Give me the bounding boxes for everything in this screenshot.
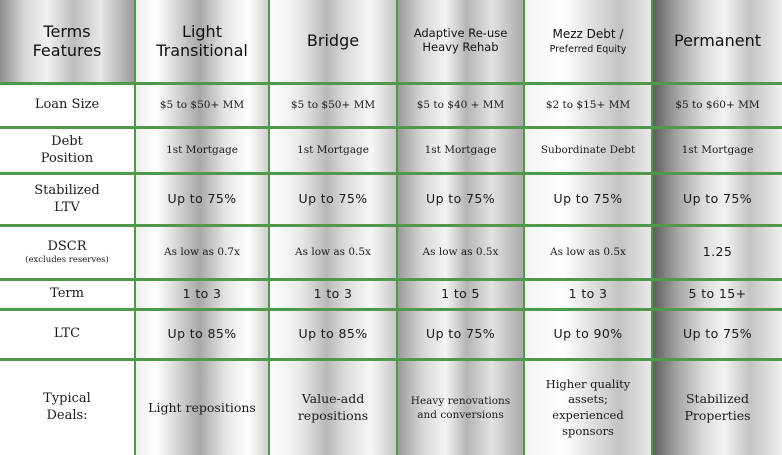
column-header-permanent <box>653 0 782 85</box>
table-cell: 1 to 3 <box>270 281 398 311</box>
table-cell: 1st Mortgage <box>270 129 398 175</box>
row-label-dscr <box>0 227 136 281</box>
column-header-line1: Light <box>182 21 222 41</box>
row-label-text: Term <box>50 286 84 302</box>
row-label-text: Loan Size <box>34 97 100 113</box>
table-cell: As low as 0.5x <box>398 227 525 281</box>
table-cell: 1st Mortgage <box>136 129 270 175</box>
table-cell: Value-add repositions <box>270 361 398 455</box>
column-header-line2: Preferred Equity <box>549 43 627 55</box>
row-label-typical-deals <box>0 361 136 455</box>
table-cell: 1 to 3 <box>525 281 653 311</box>
row-label-text: LTV <box>54 199 80 215</box>
column-header-adaptive-reuse <box>398 0 525 85</box>
column-header-line1: Mezz Debt / <box>552 26 624 41</box>
table-cell: As low as 0.7x <box>136 227 270 281</box>
table-cell: $5 to $50+ MM <box>136 85 270 129</box>
table-cell: Stabilized Properties <box>653 361 782 455</box>
column-header-light-transitional <box>136 0 270 85</box>
column-header-mezz-debt <box>525 0 653 85</box>
table-cell: Up to 85% <box>270 311 398 361</box>
table-cell: Light repositions <box>136 361 270 455</box>
table-cell: 1st Mortgage <box>653 129 782 175</box>
column-header-bridge <box>270 0 398 85</box>
row-label-text: Debt <box>51 133 83 149</box>
table-cell: $5 to $60+ MM <box>653 85 782 129</box>
table-cell: Up to 75% <box>270 175 398 227</box>
table-cell: $5 to $40 + MM <box>398 85 525 129</box>
row-label-term <box>0 281 136 311</box>
column-header-line1: Permanent <box>673 31 761 51</box>
table-cell: 1.25 <box>653 227 782 281</box>
table-cell: Up to 85% <box>136 311 270 361</box>
table-cell: Up to 90% <box>525 311 653 361</box>
corner-header <box>0 0 136 85</box>
table-cell: Up to 75% <box>653 311 782 361</box>
row-label-loan-size <box>0 85 136 129</box>
table-cell: 1st Mortgage <box>398 129 525 175</box>
table-cell: Higher quality assets; experienced sponsors <box>525 361 653 455</box>
row-label-stabilized-ltv <box>0 175 136 227</box>
row-label-text: Stabilized <box>34 182 100 198</box>
row-label-debt-position <box>0 129 136 175</box>
table-cell: Up to 75% <box>136 175 270 227</box>
row-label-subtext: (excludes reserves) <box>25 255 109 266</box>
corner-header-line2: Features <box>32 41 102 60</box>
column-header-line1: Bridge <box>306 31 360 51</box>
table-cell: Up to 75% <box>398 311 525 361</box>
column-header-line2: Transitional <box>156 41 248 60</box>
table-cell: 5 to 15+ <box>653 281 782 311</box>
row-label-text: Position <box>40 150 94 166</box>
table-cell: Heavy renovations and conversions <box>398 361 525 455</box>
row-label-text: Typical <box>43 391 91 407</box>
row-label-ltc <box>0 311 136 361</box>
table-cell: 1 to 5 <box>398 281 525 311</box>
row-label-text: DSCR <box>47 238 87 254</box>
table-cell: As low as 0.5x <box>270 227 398 281</box>
column-header-line1: Adaptive Re-use <box>413 26 508 41</box>
table-cell: Up to 75% <box>653 175 782 227</box>
column-header-line2: Heavy Rehab <box>422 40 499 54</box>
table-cell: Subordinate Debt <box>525 129 653 175</box>
corner-header-line1: Terms <box>43 21 91 41</box>
table-cell: $2 to $15+ MM <box>525 85 653 129</box>
table-cell: 1 to 3 <box>136 281 270 311</box>
row-label-text: Deals: <box>46 408 88 423</box>
row-label-text: LTC <box>53 326 81 342</box>
table-cell: $5 to $50+ MM <box>270 85 398 129</box>
table-cell: Up to 75% <box>398 175 525 227</box>
table-cell: Up to 75% <box>525 175 653 227</box>
table-cell: As low as 0.5x <box>525 227 653 281</box>
